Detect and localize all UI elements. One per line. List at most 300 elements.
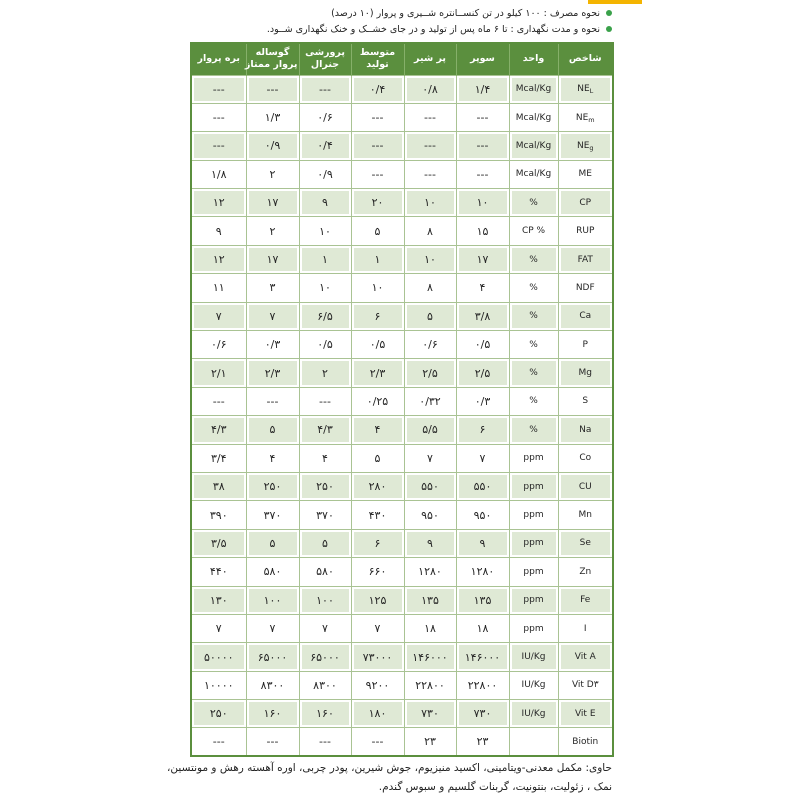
unit-cell [509,586,558,614]
table-row [191,529,613,557]
indicator-name: Na [579,424,592,435]
value-cell: ۵۵۰ [404,472,456,500]
unit-label: IU/Kg [521,708,546,719]
unit-cell [509,189,558,217]
value-cell: ۱۰۰۰۰ [191,671,246,699]
value-cell: ۲/۱ [191,359,246,387]
unit-cell [509,671,558,699]
ingredients-note [167,759,612,797]
value-cell: ۷۳۰ [456,700,509,728]
value-cell: ۱۲۸۰ [404,558,456,586]
value-cell: --- [351,103,404,131]
value-cell: ۰/۳ [456,387,509,415]
indicator-label [572,680,599,690]
column-header-label: پرورشی [305,47,345,59]
indicator-label [584,624,587,634]
value-cell: ۱۰ [299,217,351,245]
value-cell: ۲۲۸۰۰ [456,671,509,699]
table-row [191,189,613,217]
indicator-label [572,737,598,747]
value-cell: ۱۸۰ [351,700,404,728]
indicator-label [575,709,596,719]
indicator-cell [558,387,613,415]
unit-label: Mcal/Kg [515,169,552,180]
value-cell: ۰/۲۵ [351,387,404,415]
table-row [191,387,613,415]
value-cell: ۰/۴ [351,75,404,103]
value-cell: ۱ [299,245,351,273]
indicator-cell [558,444,613,472]
value-cell: ۳۸ [191,472,246,500]
table-row [191,643,613,671]
table-row [191,302,613,330]
indicator-cell [558,472,613,500]
column-header-label: تولید [366,59,389,71]
unit-cell [509,416,558,444]
value-cell: ۰/۵ [299,331,351,359]
unit-label: IU/Kg [521,680,546,691]
unit-cell [509,643,558,671]
value-cell: ۱/۸ [191,160,246,188]
value-cell: ۱ [351,245,404,273]
value-cell: ۱۵ [456,217,509,245]
value-cell: ۷ [299,614,351,642]
indicator-name: Mg [578,368,592,379]
unit-label: % [529,396,538,407]
value-cell: ۴ [246,444,299,472]
unit-cell [509,529,558,557]
value-cell: ۱۸ [404,614,456,642]
indicator-name: Zn [579,566,592,577]
indicator-name: FAT [577,254,593,265]
value-cell: --- [456,132,509,160]
value-cell: ۷۳۰۰۰ [351,643,404,671]
table-header [191,43,613,75]
indicator-name: Vit E [574,708,596,719]
column-header-label: بره پروار [197,53,240,65]
indicator-cell [558,614,613,642]
value-cell: ۰/۶ [299,103,351,131]
indicator-cell [558,331,613,359]
value-cell: ۵ [404,302,456,330]
value-cell: ۴/۳ [191,416,246,444]
table-row [191,245,613,273]
table-row [191,558,613,586]
value-cell: ۴ [351,416,404,444]
column-header [246,43,299,75]
value-cell: ۲۵۰ [246,472,299,500]
value-cell: --- [191,387,246,415]
column-header [558,43,613,75]
value-cell: --- [299,75,351,103]
value-cell: ۱۳۵ [404,586,456,614]
usage-notes [267,6,612,38]
value-cell: --- [191,728,246,756]
unit-label: % [529,339,538,350]
value-cell: ۴/۳ [299,416,351,444]
indicator-cell [558,359,613,387]
value-cell: ۱۲ [191,189,246,217]
value-cell: ۲ [246,160,299,188]
value-cell: --- [404,160,456,188]
value-cell: ۵ [351,217,404,245]
indicator-name: NE [577,84,590,95]
indicator-cell [558,245,613,273]
value-cell: ۹ [191,217,246,245]
value-cell: ۴ [299,444,351,472]
value-cell: ۵۰۰۰۰ [191,643,246,671]
value-cell: --- [299,728,351,756]
column-header-label: سوپر [470,53,495,65]
indicator-name: I [583,623,587,634]
indicator-cell [558,558,613,586]
unit-cell [509,245,558,273]
unit-label: ppm [523,453,544,464]
indicator-name: CP [579,197,592,208]
indicator-label [583,340,588,350]
value-cell: ۳/۵ [191,529,246,557]
value-cell: ۷ [404,444,456,472]
value-cell: ۳۹۰ [191,501,246,529]
value-cell: ۶۵۰۰۰ [246,643,299,671]
table-row [191,331,613,359]
value-cell: ۰/۹ [299,160,351,188]
unit-label: Mcal/Kg [515,140,552,151]
table-row [191,103,613,131]
value-cell: ۱۴۶۰۰۰ [456,643,509,671]
value-cell: ۶ [351,529,404,557]
value-cell: ۷ [246,614,299,642]
table-row [191,75,613,103]
indicator-label [579,510,592,520]
value-cell: ۵ [246,529,299,557]
value-cell: ۱۷ [456,245,509,273]
indicator-label [576,226,594,236]
value-cell: ۹ [404,529,456,557]
indicator-label [579,169,592,179]
value-cell: ۷۳۰ [404,700,456,728]
column-header [351,43,404,75]
value-cell: ۰/۶ [191,331,246,359]
table-row [191,359,613,387]
column-header-label: پروار ممتاز [244,59,298,71]
unit-cell [509,614,558,642]
indicator-name: NE [576,140,590,151]
column-header-label: پر شیر [414,53,446,65]
value-cell: ۷ [351,614,404,642]
value-cell: ۶۵۰۰۰ [299,643,351,671]
value-cell: --- [351,132,404,160]
unit-cell [509,302,558,330]
value-cell: --- [246,387,299,415]
value-cell: ۵ [351,444,404,472]
value-cell: ۱۲۸۰ [456,558,509,586]
indicator-subscript: L [589,87,594,96]
value-cell: --- [456,160,509,188]
table-row [191,132,613,160]
indicator-label [578,255,593,265]
value-cell: ۱۸ [456,614,509,642]
indicator-name: CU [578,481,592,492]
unit-cell [509,700,558,728]
storage-note-text: نحوه و مدت نگهداری : تا ۶ ماه پس از تولید و در جای خشــک و خنک نگهداری شــود. [266,24,600,35]
value-cell: ۱۰ [456,189,509,217]
value-cell: --- [191,103,246,131]
table-row [191,472,613,500]
indicator-label [579,567,591,577]
value-cell: ۲/۳ [351,359,404,387]
value-cell: ۴۴۰ [191,558,246,586]
table-row [191,416,613,444]
value-cell: --- [404,132,456,160]
column-header [456,43,509,75]
indicator-label [577,84,593,94]
table-row [191,217,613,245]
value-cell: ۰/۳۲ [404,387,456,415]
spec-table [190,42,614,757]
indicator-label [579,453,591,463]
indicator-label [577,141,594,151]
unit-cell [509,75,558,103]
value-cell: ۳/۴ [191,444,246,472]
value-cell: ۲/۵ [404,359,456,387]
indicator-label [579,198,591,208]
value-cell: ۱۰ [299,274,351,302]
value-cell: --- [404,103,456,131]
indicator-label [576,113,595,123]
table-row [191,160,613,188]
unit-label: % [529,254,538,265]
value-cell: ۲۳ [404,728,456,756]
unit-cell [509,387,558,415]
bullet-icon [606,10,612,16]
unit-cell [509,472,558,500]
indicator-name: Ca [579,311,592,322]
unit-label: % [529,424,538,435]
value-cell: ۰/۹ [246,132,299,160]
unit-cell [509,331,558,359]
value-cell: ۱۷ [246,245,299,273]
value-cell: --- [351,728,404,756]
value-cell: ۴ [456,274,509,302]
unit-label: ppm [523,481,544,492]
unit-cell [509,501,558,529]
value-cell: ۱۶۰ [246,700,299,728]
usage-note [267,6,612,22]
value-cell: --- [246,728,299,756]
unit-cell [509,217,558,245]
value-cell: ۱/۳ [246,103,299,131]
indicator-cell [558,643,613,671]
bullet-icon [606,26,612,32]
unit-cell [509,359,558,387]
value-cell: --- [351,160,404,188]
value-cell: ۲ [299,359,351,387]
indicator-label [579,482,592,492]
value-cell: ۲۵۰ [191,700,246,728]
table-row [191,728,613,756]
value-cell: ۶ [351,302,404,330]
value-cell: --- [246,75,299,103]
indicator-name: P [582,339,588,350]
unit-label: ppm [523,566,544,577]
indicator-label [579,425,591,435]
value-cell: --- [191,75,246,103]
value-cell: ۲/۳ [246,359,299,387]
indicator-cell [558,501,613,529]
unit-cell [509,444,558,472]
value-cell: ۹ [456,529,509,557]
value-cell: ۲ [246,217,299,245]
indicator-label [575,652,596,662]
value-cell: ۰/۸ [404,75,456,103]
value-cell: ۵/۵ [404,416,456,444]
indicator-label [579,368,592,378]
value-cell: ۰/۳ [246,331,299,359]
table-row [191,274,613,302]
unit-label: ppm [523,510,544,521]
unit-cell [509,160,558,188]
unit-cell [509,132,558,160]
unit-cell [509,728,558,756]
table-row [191,586,613,614]
table-header-row [191,43,613,75]
value-cell: ۵ [246,416,299,444]
unit-label: IU/Kg [521,652,546,662]
value-cell: ۲۳ [456,728,509,756]
column-header-label: شاخص [568,53,602,65]
value-cell: ۱۰ [404,189,456,217]
value-cell: ۵۸۰ [299,558,351,586]
indicator-cell [558,700,613,728]
value-cell: ۸ [404,217,456,245]
indicator-cell [558,671,613,699]
column-header-label: واحد [522,53,545,65]
value-cell: ۵۵۰ [456,472,509,500]
unit-label: % [529,311,538,322]
value-cell: ۱۰۰ [246,586,299,614]
column-header [191,43,246,75]
indicator-name: Biotin [572,736,599,747]
value-cell: ۱۱ [191,274,246,302]
unit-label: Mcal/Kg [515,84,552,95]
value-cell: ۳۷۰ [299,501,351,529]
value-cell: ۲۲۸۰۰ [404,671,456,699]
value-cell: ۲۸۰ [351,472,404,500]
table-row [191,444,613,472]
value-cell: ۸۳۰۰ [299,671,351,699]
unit-cell [509,274,558,302]
value-cell: ۱۰ [404,245,456,273]
indicator-cell [558,189,613,217]
unit-cell [509,558,558,586]
value-cell: ۱/۴ [456,75,509,103]
indicator-label [576,283,595,293]
value-cell: ۱۲ [191,245,246,273]
indicator-cell [558,586,613,614]
indicator-cell [558,75,613,103]
unit-label: ppm [523,538,544,549]
unit-label: % [529,197,538,208]
value-cell: ۹ [299,189,351,217]
unit-label: CP % [521,226,546,237]
value-cell: ۵ [299,529,351,557]
value-cell: ۱۰۰ [299,586,351,614]
value-cell: ۸ [404,274,456,302]
value-cell: ۰/۵ [351,331,404,359]
unit-label: ppm [523,623,544,634]
value-cell: ۳۷۰ [246,501,299,529]
value-cell: ۹۲۰۰ [351,671,404,699]
indicator-subscript: g [589,143,594,152]
column-header [509,43,558,75]
value-cell: ۱۷ [246,189,299,217]
value-cell: ۶ [456,416,509,444]
indicator-name: S [582,396,589,407]
value-cell: ۷ [246,302,299,330]
indicator-cell [558,416,613,444]
unit-cell [509,103,558,131]
value-cell: ۳ [246,274,299,302]
indicator-cell [558,160,613,188]
value-cell: --- [191,132,246,160]
indicator-name: Se [579,538,591,549]
table-row [191,700,613,728]
indicator-cell [558,217,613,245]
value-cell: ۱۴۶۰۰۰ [404,643,456,671]
column-header [299,43,351,75]
indicator-name: Mn [578,510,592,521]
table-row [191,614,613,642]
value-cell: ۱۳۰ [191,586,246,614]
ingredients-line: حاوی: مکمل معدنی-ویتامینی، اکسید منیزیوم، جوش شیرین، پودر چربی، اوره آهسته رهش و مونتسین، [167,762,612,774]
indicator-name: Vit D۳ [571,680,599,691]
indicator-label [579,311,591,321]
indicator-cell [558,103,613,131]
indicator-name: ME [578,169,592,180]
value-cell: ۷ [456,444,509,472]
value-cell: ۷ [191,614,246,642]
column-header-label: متوسط [359,47,396,59]
indicator-cell [558,302,613,330]
value-cell: ۹۵۰ [404,501,456,529]
unit-label: ppm [523,595,544,606]
value-cell: ۹۵۰ [456,501,509,529]
value-cell: ۰/۴ [299,132,351,160]
value-cell: ۸۳۰۰ [246,671,299,699]
indicator-name: NE [575,112,589,123]
indicator-name: Co [579,453,592,464]
value-cell: ۶۶۰ [351,558,404,586]
value-cell: ۷ [191,302,246,330]
value-cell: ۶/۵ [299,302,351,330]
value-cell: --- [456,103,509,131]
unit-label: % [529,282,538,293]
indicator-cell [558,132,613,160]
indicator-cell [558,728,613,756]
value-cell: ۰/۵ [456,331,509,359]
indicator-name: Vit A [574,652,596,662]
table-body [191,75,613,756]
value-cell: ۲۰ [351,189,404,217]
unit-label: Mcal/Kg [515,112,552,123]
storage-note [267,22,612,38]
indicator-name: RUP [576,226,595,237]
value-cell: --- [299,387,351,415]
value-cell: ۲۵۰ [299,472,351,500]
value-cell: ۱۳۵ [456,586,509,614]
value-cell: ۰/۶ [404,331,456,359]
